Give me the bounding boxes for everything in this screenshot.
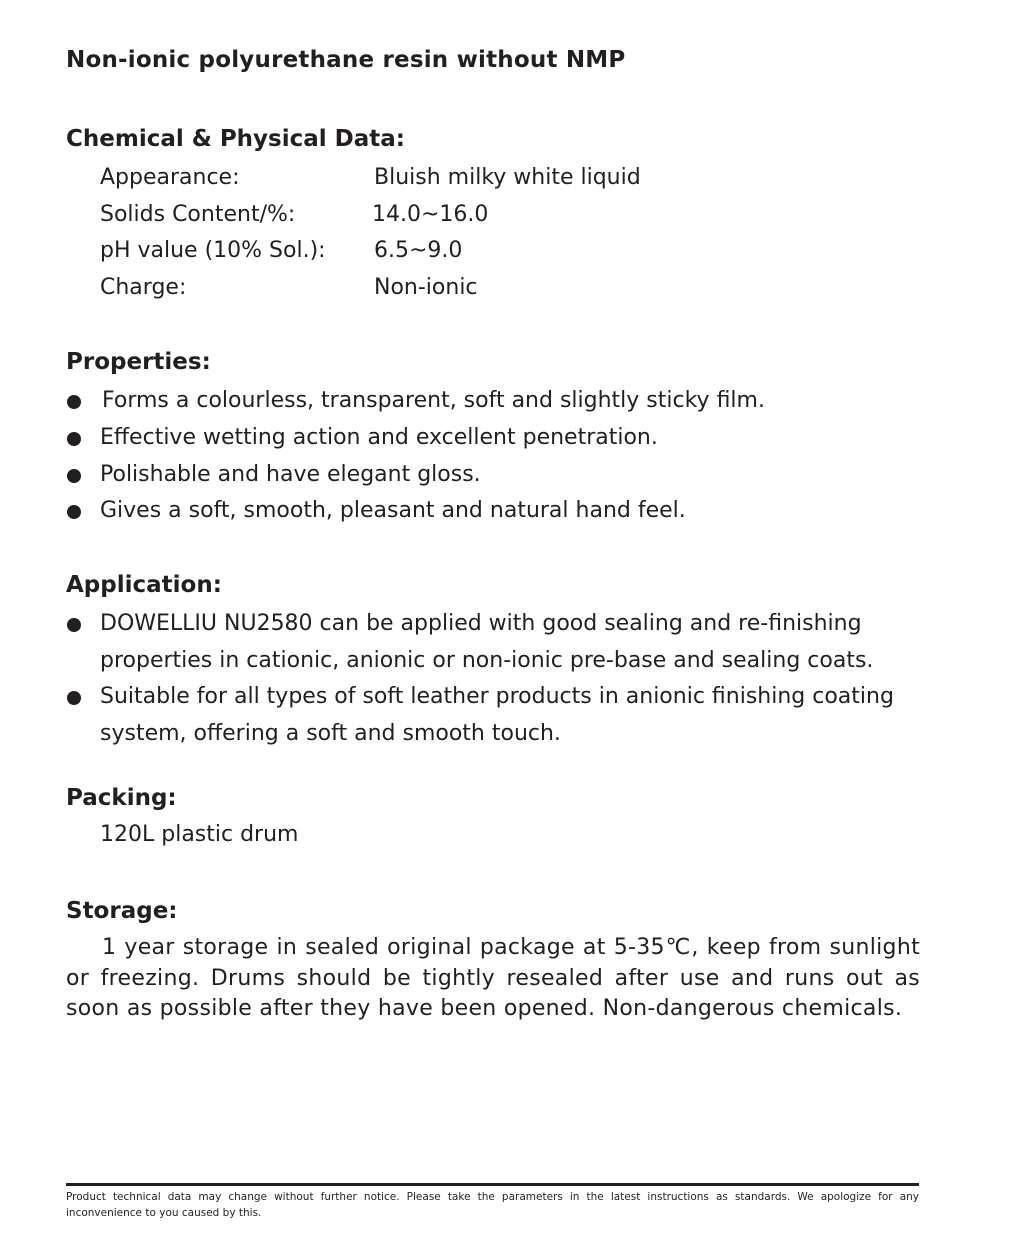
bullet-text: Polishable and have elegant gloss. [100,462,481,487]
spec-label: Appearance: [100,165,240,190]
chemical-data-heading: Chemical & Physical Data: [66,126,405,152]
storage-heading: Storage: [66,898,178,924]
spec-value: Non-ionic [374,275,478,300]
page-title: Non-ionic polyurethane resin without NMP [66,47,626,73]
packing-text: 120L plastic drum [100,822,299,847]
bullet-text: Gives a soft, smooth, pleasant and natural hand feel. [100,498,686,523]
bullet-dot-icon [67,618,81,632]
bullet-dot-icon [67,432,81,446]
spec-label: pH value (10% Sol.): [100,238,326,263]
bullet-dot-icon [67,691,81,705]
bullet-dot-icon [67,395,81,409]
bullet-dot-icon [67,505,81,519]
packing-heading: Packing: [66,785,177,811]
properties-heading: Properties: [66,349,211,375]
storage-text: 1 year storage in sealed original package at 5-35℃, keep from sunlight or freezing. Drums should be tightly resealed after use and runs out as soon as possible after they have been opened. Non-dangerous chemicals. [66,935,920,1021]
bullet-dot-icon [67,469,81,483]
spec-value: Bluish milky white liquid [374,165,641,190]
document-page [66,0,920,1253]
application-heading: Application: [66,572,222,598]
footer-divider [66,1183,919,1186]
spec-label: Solids Content/%: [100,202,296,227]
spec-label: Charge: [100,275,187,300]
bullet-text: Suitable for all types of soft leather products in anionic finishing coating system, offering a soft and smooth touch. [100,684,894,746]
bullet-text: Effective wetting action and excellent penetration. [100,425,658,450]
spec-value: 6.5~9.0 [374,238,463,263]
bullet-text: Forms a colourless, transparent, soft and slightly sticky film. [102,388,765,413]
footer-note: Product technical data may change without further notice. Please take the parameters in the latest instructions as standards. We apologize for any inconvenience to you caused by this. [66,1191,919,1219]
bullet-text: DOWELLIU NU2580 can be applied with good sealing and re-finishing properties in cationic, anionic or non-ionic pre-base and sealing coats. [100,611,874,673]
spec-value: 14.0~16.0 [372,202,489,227]
